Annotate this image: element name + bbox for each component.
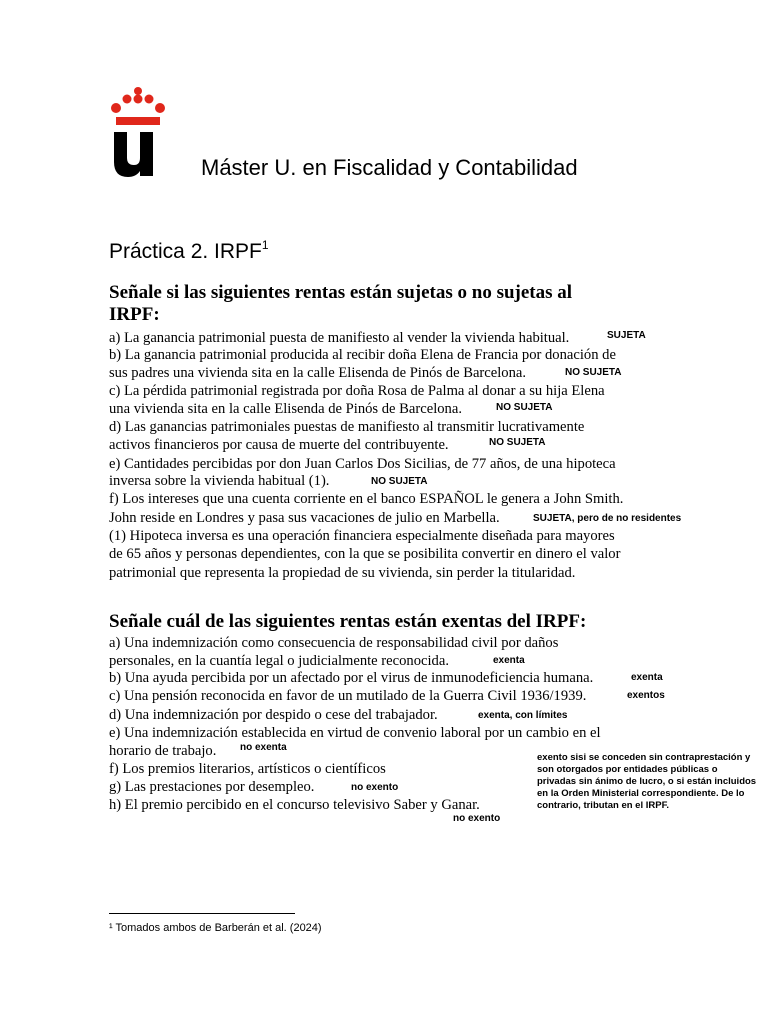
logo-dot: [111, 103, 121, 113]
section2-line: b) Una ayuda percibida por un afectado por el virus de inmunodeficiencia humana.: [109, 670, 594, 686]
section1-heading-line1: Señale si las siguientes rentas están sujetas o no sujetas al: [109, 282, 573, 303]
section1-line: e) Cantidades percibidas por don Juan Carlos Dos Sicilias, de 77 años, de una hipoteca: [109, 456, 616, 472]
practica-title: [109, 238, 269, 264]
section2-line: c) Una pensión reconocida en favor de un mutilado de la Guerra Civil 1936/1939.: [109, 688, 587, 704]
answer-label: SUJETA: [607, 330, 646, 341]
answer-label: NO SUJETA: [496, 402, 553, 413]
header-title: Máster U. en Fiscalidad y Contabilidad: [201, 155, 578, 180]
logo-dot: [155, 103, 165, 113]
section1-line: d) Las ganancias patrimoniales puestas de manifiesto al transmitir lucrativamente: [109, 419, 585, 435]
footnote-divider: [109, 913, 295, 914]
logo-dot: [123, 95, 132, 104]
logo-bar: [116, 117, 160, 125]
answer-label: SUJETA, pero de no residentes: [533, 513, 682, 524]
answer-label: exentos: [627, 690, 665, 701]
section1-heading-line2: IRPF:: [109, 304, 160, 325]
section1-line: a) La ganancia patrimonial puesta de manifiesto al vender la vivienda habitual.: [109, 330, 570, 346]
section1-line: una vivienda sita en la calle Elisenda de Pinós de Barcelona.: [109, 401, 462, 417]
section1-line: c) La pérdida patrimonial registrada por doña Rosa de Palma al donar a su hija Elena: [109, 383, 605, 399]
answer-label: NO SUJETA: [489, 437, 546, 448]
section2-line: personales, en la cuantía legal o judicialmente reconocida.: [109, 653, 449, 669]
section1-line: inversa sobre la vivienda habitual (1).: [109, 473, 330, 489]
logo-dot: [145, 95, 154, 104]
answer-label: exenta: [493, 655, 525, 666]
section1-line: John reside en Londres y pasa sus vacaciones de julio en Marbella.: [109, 510, 500, 526]
exemption-note: exento sisi se conceden sin contraprestación y son otorgados por entidades públicas o privadas sin ánimo de lucro, o si están incluidos en la Orden Ministerial correspondiente. De lo contrario, tributan en el IRPF.: [537, 752, 757, 811]
footnote-ref: 1: [261, 238, 269, 252]
section2-line: h) El premio percibido en el concurso televisivo Saber y Ganar.: [109, 797, 480, 813]
section2-line: horario de trabajo.: [109, 743, 217, 759]
footnote: ¹ Tomados ambos de Barberán et al. (2024): [109, 922, 322, 934]
section2-line: f) Los premios literarios, artísticos o científicos: [109, 761, 386, 777]
section1-heading: [109, 282, 572, 326]
answer-label: NO SUJETA: [565, 367, 622, 378]
section1-line: de 65 años y personas dependientes, con la que se posibilita convertir en dinero el valor: [109, 546, 621, 562]
section2-line: g) Las prestaciones por desempleo.: [109, 779, 315, 795]
section2-line: d) Una indemnización por despido o cese del trabajador.: [109, 707, 438, 723]
section2-heading: Señale cuál de las siguientes rentas están exentas del IRPF:: [109, 611, 587, 632]
logo-dot: [134, 95, 143, 104]
section1-line: b) La ganancia patrimonial producida al recibir doña Elena de Francia por donación de: [109, 347, 616, 363]
logo-letter-u: [114, 132, 153, 177]
section1-line: patrimonial que representa la propiedad de su vivienda, sin perder la titularidad.: [109, 565, 576, 581]
section2-line: a) Una indemnización como consecuencia de responsabilidad civil por daños: [109, 635, 559, 651]
answer-label: NO SUJETA: [371, 476, 428, 487]
section1-line: (1) Hipoteca inversa es una operación financiera especialmente diseñada para mayores: [109, 528, 615, 544]
answer-label: no exenta: [240, 742, 287, 753]
answer-label: no exento: [351, 782, 399, 793]
practica-title-text: Práctica 2. IRPF: [109, 240, 262, 263]
university-logo: [110, 86, 166, 178]
answer-label: no exento: [453, 813, 501, 824]
answer-label: exenta: [631, 672, 663, 683]
logo-dot: [134, 87, 142, 95]
section1-line: f) Los intereses que una cuenta corriente en el banco ESPAÑOL le genera a John Smith.: [109, 491, 624, 507]
section1-line: activos financieros por causa de muerte del contribuyente.: [109, 437, 449, 453]
answer-label: exenta, con límites: [478, 710, 568, 721]
section2-line: e) Una indemnización establecida en virtud de convenio laboral por un cambio en el: [109, 725, 601, 741]
section1-line: sus padres una vivienda sita en la calle Elisenda de Pinós de Barcelona.: [109, 365, 527, 381]
